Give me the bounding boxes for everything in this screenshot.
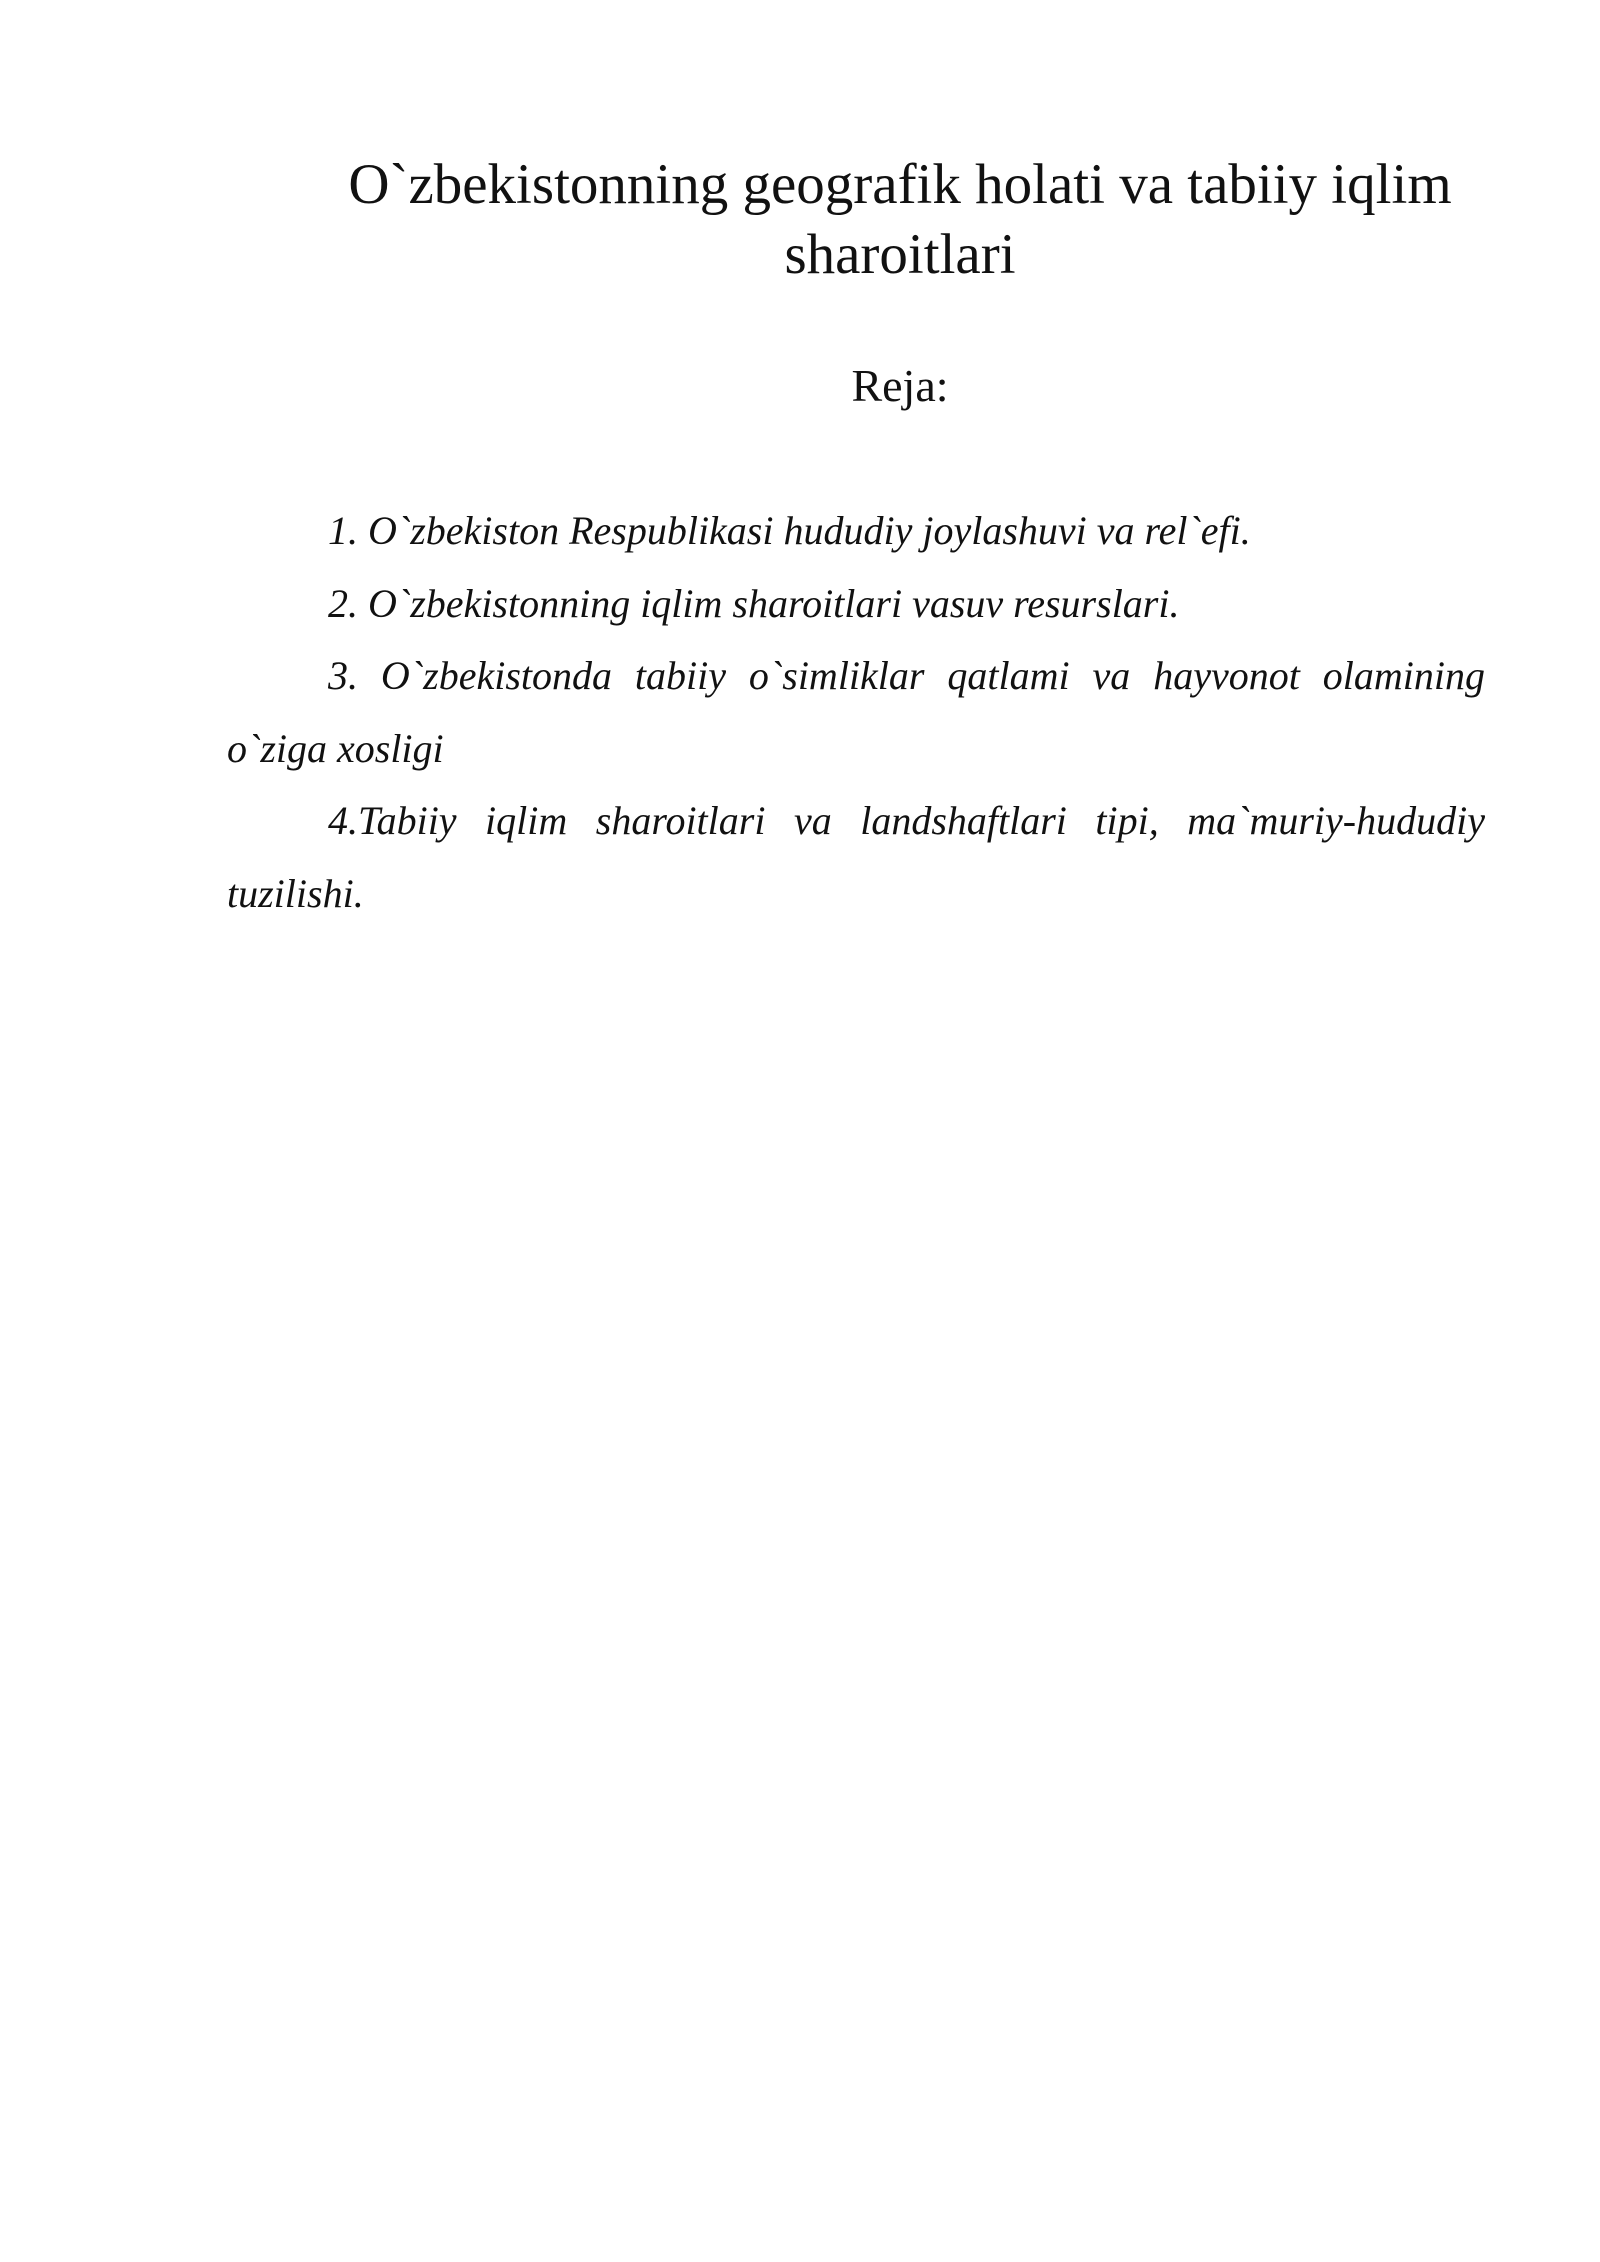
plan-list [227,495,1485,930]
document-title: O`zbekistonning geografik holati va tabiiy iqlim sharoitlari [348,153,1452,286]
plan-item: 4.Tabiiy iqlim sharoitlari va landshaftlari tipi, ma`muriy-hududiy tuzilishi. [227,798,1485,916]
plan-heading: Reja: [851,360,949,411]
plan-item: 1. O`zbekiston Respublikasi hududiy joylashuvi va rel`efi. [328,508,1251,553]
plan-item: 2. O`zbekistonning iqlim sharoitlari vasuv resurslari. [328,580,1180,626]
plan-item: 3. O`zbekistonda tabiiy o`simliklar qatlami va hayvonot olamining o`ziga xosligi [227,653,1485,771]
